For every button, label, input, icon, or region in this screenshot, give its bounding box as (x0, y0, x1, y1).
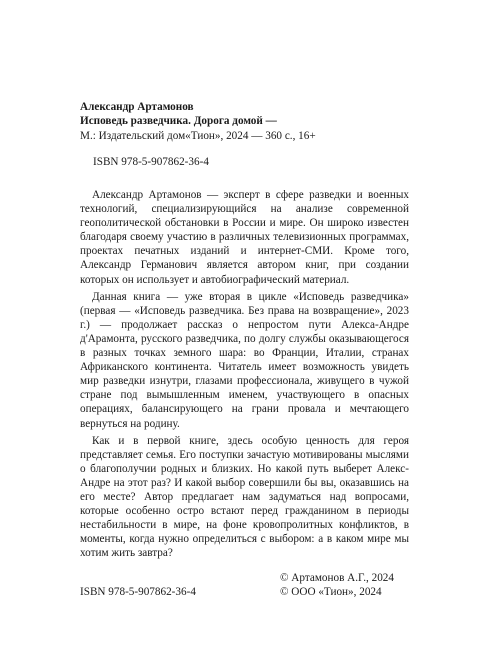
annotation-paragraph: Данная книга — уже вторая в цикле «Исповедь разведчика» (первая — «Исповедь разведчика. Без права на возвращение», 2023 г.) — продолжает рассказ о непростом пути Алекса-Андре д'Арамонта, русского разведчика, по долгу службы оказывающегося в разных точках земного шара: во Франции, Италии, странах Африканского континента. Читатель имеет возможность увидеть мир разведки изнутри, глазами профессионала, живущего в чужой стране под вымышленным именем, участвующего в опасных операциях, балансирующего на грани провала и мечтающего вернуться на родину. (80, 290, 409, 430)
copyright-author: © Артамонов А.Г., 2024 (280, 572, 394, 584)
isbn-line: ISBN 978-5-907862-36-4 (93, 156, 209, 169)
annotation-paragraph: Как и в первой книге, здесь особую ценность для героя представляет семья. Его поступки зачастую мотивированы мыслями о благополучии родных и близких. Но какой путь выберет Алекс-Андре на этот раз? И какой выбор совершили бы вы, оказавшись на его месте? Автор предлагает нам задуматься над вопросами, которые особенно остро встают перед гражданином в периоды нестабильности в мире, на фоне кровопролитных конфликтов, в моменты, когда нужно определиться с выбором: а в каком мире мы хотим жить завтра? (80, 434, 409, 560)
copyright-block (280, 571, 412, 600)
bibliographic-record (80, 100, 410, 170)
copyright-publisher: © ООО «Тион», 2024 (280, 586, 382, 599)
book-title: Исповедь разведчика. Дорога домой — (80, 115, 277, 128)
publication-info: М.: Издательский дом«Тион», 2024 — 360 с., 16+ (80, 129, 316, 142)
book-annotation (80, 188, 409, 563)
annotation-paragraph: Александр Артамонов — эксперт в сфере разведки и военных технологий, специализирующийся на анализе современной геополитической обстановки в России и мире. Он широко известен благодаря своему участию в различных телевизионных программах, проектах печатных изданий и интернет-СМИ. Кроме того, Александр Германович является автором книг, при создании которых он использует и автобиографический материал. (80, 189, 409, 286)
author-name: Александр Артамонов (80, 101, 194, 113)
footer-isbn: ISBN 978-5-907862-36-4 (80, 586, 196, 598)
